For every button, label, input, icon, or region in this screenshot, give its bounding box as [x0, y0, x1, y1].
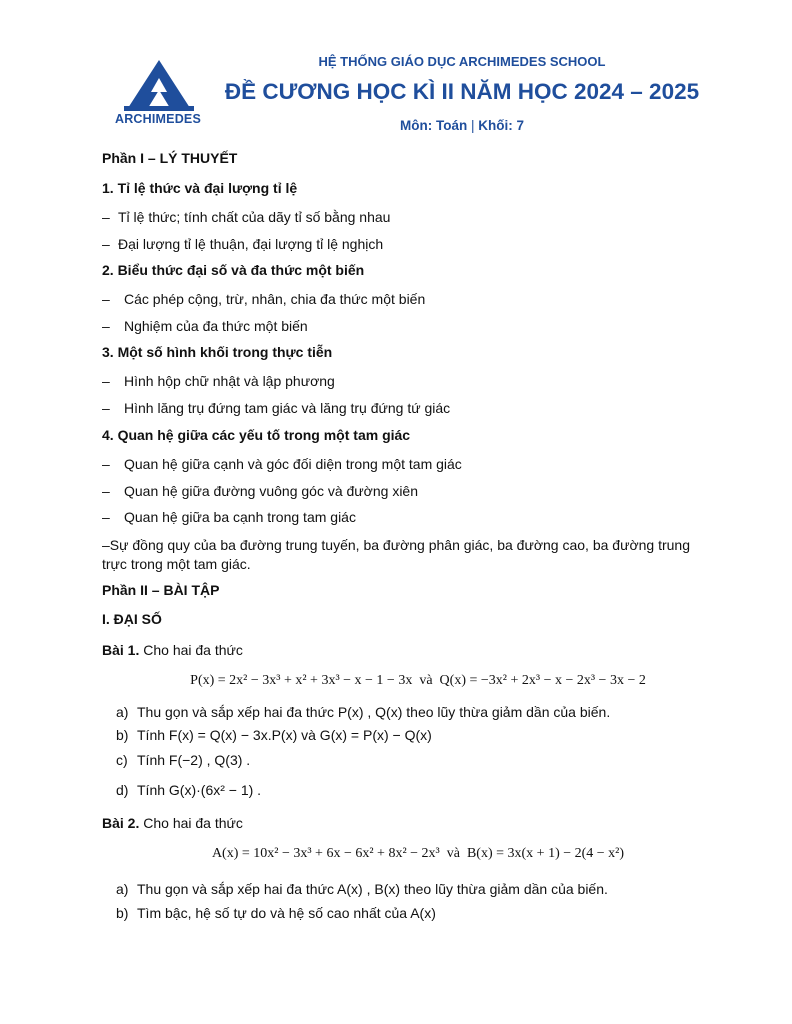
exercise-1a: a) Thu gọn và sắp xếp hai đa thức P(x) , Q(x) theo lũy thừa giảm dần của biến.: [116, 704, 611, 720]
equation-p-q: P(x) = 2x² − 3x³ + x² + 3x³ − x − 1 − 3x và Q(x) = −3x² + 2x³ − x − 2x³ − 3x − 2: [190, 673, 646, 688]
logo-text: ARCHIMEDES: [114, 112, 202, 126]
archimedes-logo-icon: [104, 56, 214, 116]
exercise-2a: a) Thu gọn và sắp xếp hai đa thức A(x) , B(x) theo lũy thừa giảm dần của biến.: [116, 881, 608, 897]
school-name: HỆ THỐNG GIÁO DỤC ARCHIMEDES SCHOOL: [318, 54, 606, 69]
list-item: – Tỉ lệ thức; tính chất của dãy tỉ số bằng nhau: [102, 209, 391, 225]
list-item: – Các phép cộng, trừ, nhân, chia đa thức một biến: [102, 291, 426, 307]
section-4-title: 4. Quan hệ giữa các yếu tố trong một tam giác: [102, 427, 411, 443]
exercise-1: Bài 1. Cho hai đa thức: [102, 642, 243, 658]
exercise-2: Bài 2. Cho hai đa thức: [102, 815, 243, 831]
section-2-title: 2. Biểu thức đại số và đa thức một biến: [102, 262, 365, 278]
list-item: – Đại lượng tỉ lệ thuận, đại lượng tỉ lệ nghịch: [102, 236, 384, 252]
list-item: – Hình hộp chữ nhật và lập phương: [102, 373, 335, 389]
exercise-1c: c) Tính F(−2) , Q(3) .: [116, 752, 251, 768]
part2-heading: Phần II – BÀI TẬP: [102, 582, 220, 598]
algebra-heading: I. ĐẠI SỐ: [102, 611, 162, 627]
list-item: – Quan hệ giữa cạnh và góc đối diện trong một tam giác: [102, 456, 462, 472]
exercise-1d: d) Tính G(x)·(6x² − 1) .: [116, 782, 262, 798]
exercise-2b: b) Tìm bậc, hệ số tự do và hệ số cao nhất của A(x): [116, 905, 436, 921]
list-item: – Nghiệm của đa thức một biến: [102, 318, 308, 334]
list-item: – Quan hệ giữa ba cạnh trong tam giác: [102, 509, 356, 525]
separator: |: [470, 118, 475, 133]
grade: Khối: 7: [478, 118, 525, 133]
subject-line: [200, 118, 724, 133]
part1-heading: Phần I – LÝ THUYẾT: [102, 150, 238, 166]
exercise-1b: b) Tính F(x) = Q(x) − 3x.P(x) và G(x) = P(x) − Q(x): [116, 727, 432, 743]
list-item: –Sự đồng quy của ba đường trung tuyến, ba đường phân giác, ba đường cao, ba đường trung trực trong một tam giác.: [102, 537, 690, 572]
page-title: ĐỀ CƯƠNG HỌC KÌ II NĂM HỌC 2024 – 2025: [224, 79, 700, 104]
section-3-title: 3. Một số hình khối trong thực tiễn: [102, 344, 333, 360]
equation-a-b: A(x) = 10x² − 3x³ + 6x − 6x² + 8x² − 2x³ và B(x) = 3x(x + 1) − 2(4 − x²): [211, 846, 625, 861]
section-1-title: 1. Tỉ lệ thức và đại lượng tỉ lệ: [102, 180, 298, 196]
list-item: – Quan hệ giữa đường vuông góc và đường xiên: [102, 483, 418, 499]
subject: Môn: Toán: [399, 118, 468, 133]
list-item: – Hình lăng trụ đứng tam giác và lăng trụ đứng tứ giác: [102, 400, 451, 416]
